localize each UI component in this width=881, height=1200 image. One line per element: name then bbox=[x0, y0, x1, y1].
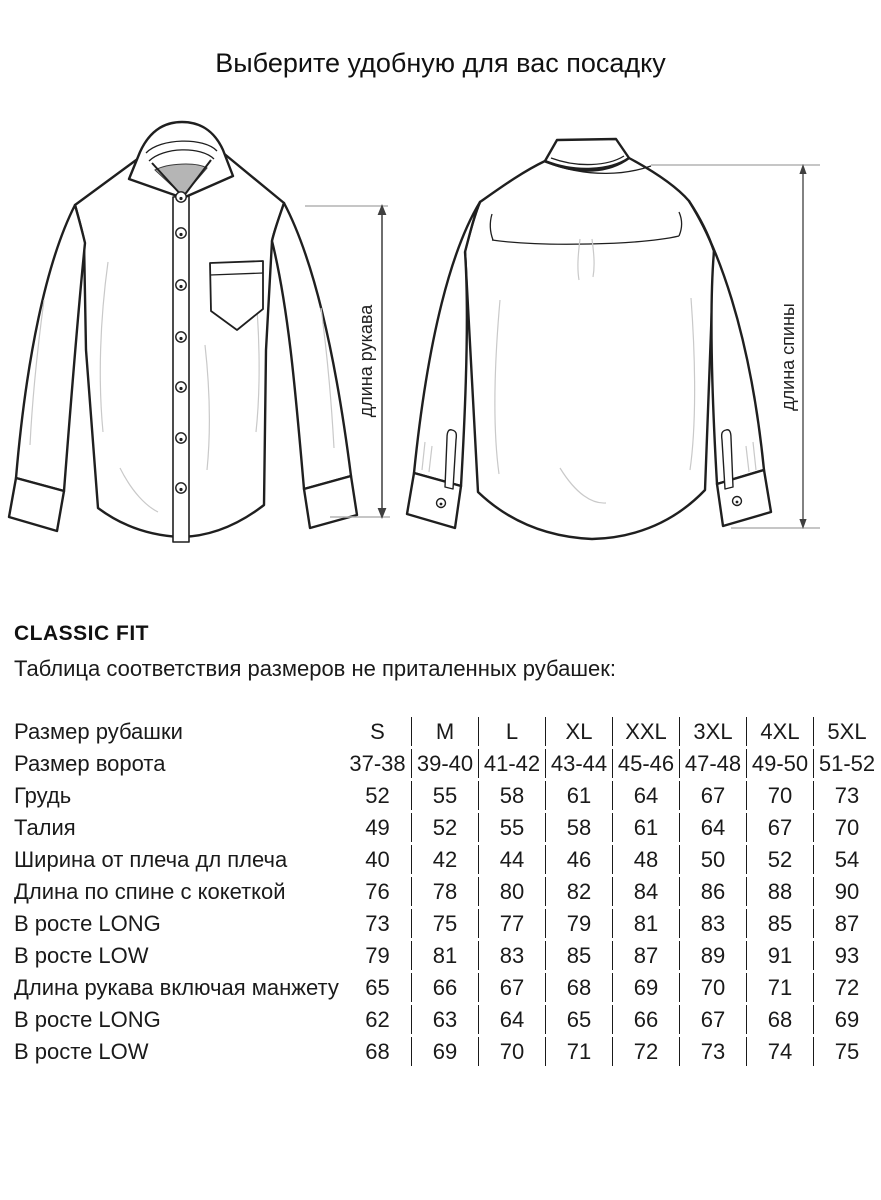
size-value-cell: 54 bbox=[813, 845, 880, 874]
size-value-cell: 37-38 bbox=[349, 751, 406, 776]
size-value-cell: 72 bbox=[813, 973, 880, 1002]
size-value-cell: 67 bbox=[478, 973, 545, 1002]
size-value-cell: 70 bbox=[679, 973, 746, 1002]
size-value-cell: XL bbox=[545, 717, 612, 746]
size-value-cell: XXL bbox=[612, 717, 679, 746]
table-row bbox=[14, 813, 880, 842]
size-value-cell: 68 bbox=[545, 973, 612, 1002]
size-value-cell: 51-52 bbox=[813, 749, 880, 778]
size-value-cell: 55 bbox=[478, 813, 545, 842]
size-value-cell: 69 bbox=[411, 1037, 478, 1066]
size-value-cell: 89 bbox=[679, 941, 746, 970]
size-value-cell: 48 bbox=[612, 845, 679, 874]
size-value-cell: 68 bbox=[746, 1005, 813, 1034]
size-value-cell: S bbox=[370, 719, 385, 744]
size-value-cell: 39-40 bbox=[411, 749, 478, 778]
table-row bbox=[14, 845, 880, 874]
row-label: В росте LOW bbox=[14, 943, 149, 968]
size-value-cell: 58 bbox=[545, 813, 612, 842]
size-value-cell: 70 bbox=[813, 813, 880, 842]
size-value-cell: 61 bbox=[612, 813, 679, 842]
size-value-cell: 70 bbox=[746, 781, 813, 810]
size-value-cell: 79 bbox=[365, 943, 390, 968]
size-value-cell: 73 bbox=[679, 1037, 746, 1066]
size-value-cell: 73 bbox=[813, 781, 880, 810]
row-label: Талия bbox=[14, 815, 76, 840]
page-title: Выберите удобную для вас посадку bbox=[215, 48, 666, 78]
size-value-cell: 46 bbox=[545, 845, 612, 874]
row-label: В росте LONG bbox=[14, 1007, 161, 1032]
row-label: Грудь bbox=[14, 783, 72, 808]
size-value-cell: 69 bbox=[612, 973, 679, 1002]
size-value-cell: 82 bbox=[545, 877, 612, 906]
size-value-cell: 87 bbox=[612, 941, 679, 970]
back-collar bbox=[545, 139, 629, 169]
size-value-cell: 71 bbox=[746, 973, 813, 1002]
size-value-cell: 63 bbox=[411, 1005, 478, 1034]
size-value-cell: 66 bbox=[411, 973, 478, 1002]
size-value-cell: 49-50 bbox=[746, 749, 813, 778]
size-value-cell: 43-44 bbox=[545, 749, 612, 778]
row-label: В росте LONG bbox=[14, 911, 161, 936]
size-value-cell: 71 bbox=[545, 1037, 612, 1066]
size-value-cell: 68 bbox=[365, 1039, 390, 1064]
size-value-cell: 67 bbox=[746, 813, 813, 842]
front-shirt-drawing bbox=[9, 122, 357, 542]
size-value-cell: 61 bbox=[545, 781, 612, 810]
size-value-cell: M bbox=[411, 717, 478, 746]
back-shirt-drawing bbox=[407, 139, 771, 539]
size-value-cell: 81 bbox=[411, 941, 478, 970]
size-value-cell: 45-46 bbox=[612, 749, 679, 778]
table-row bbox=[14, 941, 880, 970]
size-value-cell: 4XL bbox=[746, 717, 813, 746]
row-label: Длина по спине с кокеткой bbox=[14, 879, 286, 904]
row-label: Длина рукава включая манжету bbox=[14, 975, 339, 1000]
size-value-cell: 5XL bbox=[813, 717, 880, 746]
size-value-cell: 69 bbox=[813, 1005, 880, 1034]
size-value-cell: 55 bbox=[411, 781, 478, 810]
back-length-label: длина спины bbox=[777, 303, 798, 411]
size-value-cell: 58 bbox=[478, 781, 545, 810]
size-value-cell: 67 bbox=[679, 781, 746, 810]
size-table-body bbox=[14, 717, 880, 1066]
size-value-cell: 74 bbox=[746, 1037, 813, 1066]
table-row bbox=[14, 1005, 880, 1034]
size-value-cell: 80 bbox=[478, 877, 545, 906]
size-value-cell: 64 bbox=[478, 1005, 545, 1034]
size-value-cell: 85 bbox=[545, 941, 612, 970]
size-value-cell: 91 bbox=[746, 941, 813, 970]
size-value-cell: L bbox=[478, 717, 545, 746]
table-row bbox=[14, 717, 880, 746]
size-value-cell: 73 bbox=[365, 911, 390, 936]
table-row bbox=[14, 749, 880, 778]
size-value-cell: 42 bbox=[411, 845, 478, 874]
size-value-cell: 83 bbox=[478, 941, 545, 970]
size-value-cell: 87 bbox=[813, 909, 880, 938]
size-value-cell: 40 bbox=[365, 847, 390, 872]
table-row bbox=[14, 909, 880, 938]
size-value-cell: 44 bbox=[478, 845, 545, 874]
row-label: В росте LOW bbox=[14, 1039, 149, 1064]
size-value-cell: 83 bbox=[679, 909, 746, 938]
size-value-cell: 81 bbox=[612, 909, 679, 938]
size-value-cell: 88 bbox=[746, 877, 813, 906]
row-label: Размер рубашки bbox=[14, 719, 183, 744]
section-subtitle: Таблица соответствия размеров не приталенных рубашек: bbox=[14, 656, 616, 681]
size-value-cell: 49 bbox=[365, 815, 390, 840]
size-table bbox=[14, 714, 880, 1069]
table-row bbox=[14, 1037, 880, 1066]
size-value-cell: 66 bbox=[612, 1005, 679, 1034]
shirts-technical-drawing bbox=[0, 120, 881, 580]
size-value-cell: 52 bbox=[411, 813, 478, 842]
size-value-cell: 86 bbox=[679, 877, 746, 906]
size-value-cell: 65 bbox=[545, 1005, 612, 1034]
size-value-cell: 50 bbox=[679, 845, 746, 874]
size-value-cell: 78 bbox=[411, 877, 478, 906]
row-label: Ширина от плеча дл плеча bbox=[14, 847, 288, 872]
section-heading: CLASSIC FIT bbox=[14, 622, 149, 645]
size-value-cell: 70 bbox=[478, 1037, 545, 1066]
size-value-cell: 90 bbox=[813, 877, 880, 906]
sleeve-length-label: длина рукава bbox=[355, 304, 376, 418]
size-value-cell: 77 bbox=[478, 909, 545, 938]
size-value-cell: 85 bbox=[746, 909, 813, 938]
row-label: Размер ворота bbox=[14, 751, 166, 776]
size-value-cell: 41-42 bbox=[478, 749, 545, 778]
size-value-cell: 93 bbox=[813, 941, 880, 970]
size-value-cell: 47-48 bbox=[679, 749, 746, 778]
size-value-cell: 52 bbox=[365, 783, 390, 808]
size-value-cell: 76 bbox=[365, 879, 390, 904]
size-value-cell: 64 bbox=[679, 813, 746, 842]
table-row bbox=[14, 973, 880, 1002]
table-row bbox=[14, 877, 880, 906]
size-value-cell: 75 bbox=[813, 1037, 880, 1066]
size-value-cell: 72 bbox=[612, 1037, 679, 1066]
size-value-cell: 67 bbox=[679, 1005, 746, 1034]
size-value-cell: 62 bbox=[365, 1007, 390, 1032]
size-value-cell: 64 bbox=[612, 781, 679, 810]
size-value-cell: 84 bbox=[612, 877, 679, 906]
size-value-cell: 52 bbox=[746, 845, 813, 874]
size-value-cell: 75 bbox=[411, 909, 478, 938]
size-value-cell: 65 bbox=[365, 975, 390, 1000]
size-value-cell: 3XL bbox=[679, 717, 746, 746]
size-value-cell: 79 bbox=[545, 909, 612, 938]
table-row bbox=[14, 781, 880, 810]
